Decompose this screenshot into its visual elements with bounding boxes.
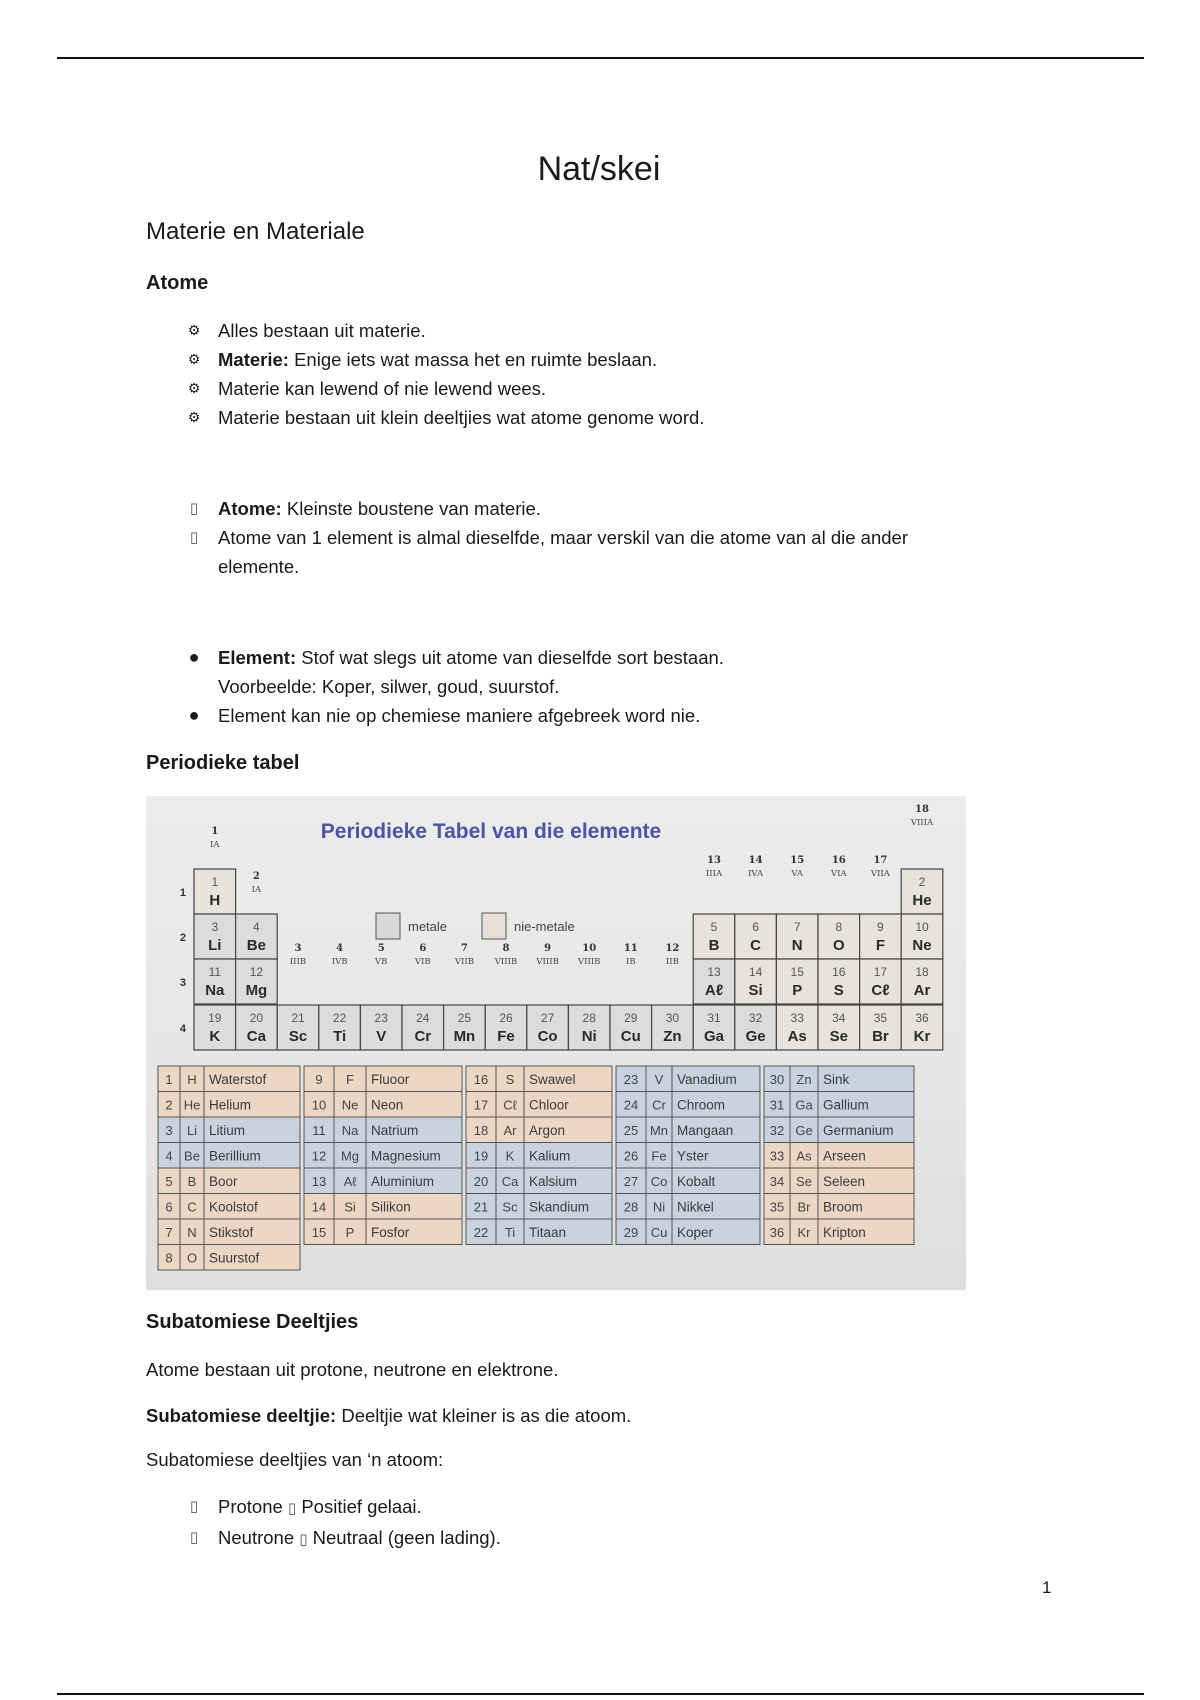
atomic-number: 3: [211, 920, 219, 934]
name-row-name: Koper: [677, 1225, 714, 1240]
atomic-number: 36: [915, 1011, 929, 1025]
period-label: 2: [179, 932, 186, 944]
name-row-symbol: N: [187, 1225, 197, 1240]
atomic-number: 16: [832, 965, 846, 979]
name-row-symbol: He: [183, 1097, 201, 1113]
list-item: ⚙ Materie: Enige iets wat massa het en ruimte beslaan.: [146, 345, 1046, 374]
name-row-name: Silikon: [371, 1199, 411, 1215]
periodic-table-figure: [146, 796, 966, 1290]
name-row-number: 15: [311, 1225, 327, 1240]
name-row-symbol: Mn: [649, 1123, 669, 1138]
name-row-name: Fosfor: [371, 1225, 410, 1240]
periodic-table-photo: [146, 796, 966, 1290]
group-number: 1: [211, 826, 219, 837]
name-row-name: Kripton: [823, 1225, 866, 1240]
group-roman: IA: [210, 840, 220, 850]
gear-bullet-icon: ⚙: [187, 409, 201, 425]
element-symbol: Cℓ: [871, 982, 890, 999]
name-row-name: Neon: [371, 1097, 404, 1113]
group-number: 6: [419, 943, 427, 954]
element-symbol: Kr: [913, 1028, 931, 1045]
element-symbol: Cr: [414, 1028, 432, 1045]
name-row-name: Helium: [209, 1097, 252, 1113]
subatomic-list: [146, 1492, 1046, 1554]
name-row-number: 2: [165, 1097, 173, 1113]
element-symbol: Ga: [703, 1028, 725, 1045]
atomic-number: 13: [707, 965, 721, 979]
name-row-number: 7: [165, 1225, 173, 1240]
group-number: 17: [873, 855, 888, 866]
atomic-number: 33: [790, 1011, 804, 1025]
name-row-symbol: K: [505, 1148, 515, 1164]
name-row-number: 19: [473, 1148, 489, 1164]
group-roman: VIIIA: [910, 818, 934, 828]
bottom-rule: [57, 1693, 1144, 1695]
element-symbol: Sc: [288, 1028, 308, 1045]
name-row-number: 31: [769, 1097, 785, 1113]
group-roman: VIIB: [454, 957, 474, 967]
element-symbol: Li: [208, 937, 222, 954]
atomic-number: 6: [752, 920, 759, 934]
name-row-name: Seleen: [823, 1174, 866, 1189]
arrow-glyph-icon: ▯: [299, 1531, 308, 1548]
group-number: 13: [707, 855, 721, 866]
element-symbol: B: [708, 937, 720, 954]
atomic-number: 26: [499, 1011, 513, 1025]
gear-bullet-icon: ⚙: [187, 380, 201, 396]
name-row-number: 5: [165, 1174, 173, 1189]
missing-glyph-bullet-icon: ▯: [189, 529, 199, 546]
name-row-symbol: Se: [796, 1174, 812, 1189]
group-roman: IVB: [331, 957, 348, 967]
name-row-symbol: Kr: [797, 1225, 811, 1240]
name-row-symbol: Co: [650, 1174, 668, 1189]
atomic-number: 7: [793, 920, 801, 934]
atomic-number: 10: [915, 920, 929, 934]
name-row-name: Argon: [529, 1123, 566, 1138]
group-number: 3: [294, 943, 302, 954]
element-symbol: Se: [829, 1028, 848, 1045]
element-symbol: Si: [748, 982, 763, 999]
element-symbol: V: [376, 1028, 387, 1045]
periodic-table-title: Periodieke Tabel van die elemente: [320, 820, 662, 843]
name-row-name: Fluoor: [371, 1072, 410, 1087]
group-number: 11: [623, 943, 638, 954]
legend-metals-swatch: [376, 913, 400, 939]
element-symbol: Fe: [497, 1028, 515, 1045]
name-row-name: Suurstof: [209, 1250, 260, 1266]
element-symbol: Mn: [453, 1028, 476, 1045]
name-row-name: Kobalt: [677, 1174, 716, 1189]
paragraph: Subatomiese deeltjies van ‘n atoom:: [146, 1449, 444, 1470]
atomic-number: 18: [915, 965, 929, 979]
name-row-name: Germanium: [823, 1123, 894, 1138]
element-symbol: Zn: [663, 1028, 682, 1045]
name-row-name: Titaan: [529, 1225, 567, 1240]
name-row-number: 18: [473, 1123, 489, 1138]
name-row-symbol: As: [796, 1148, 812, 1164]
group-roman: VIIIB: [536, 957, 559, 967]
atomic-number: 11: [208, 965, 222, 979]
name-row-symbol: Br: [797, 1199, 811, 1215]
page-number: 1: [1042, 1578, 1052, 1597]
element-symbol: F: [875, 937, 885, 954]
atomic-number: 30: [665, 1011, 680, 1025]
gear-bullet-icon: ⚙: [187, 351, 201, 367]
atomic-number: 21: [291, 1011, 305, 1025]
name-row-name: Stikstof: [209, 1225, 254, 1240]
group-number: 4: [336, 943, 344, 954]
element-symbol: S: [833, 982, 844, 999]
name-row-symbol: Li: [186, 1123, 198, 1138]
atomic-number: 28: [582, 1011, 596, 1025]
group-roman: IIIB: [289, 957, 307, 967]
atomic-number: 9: [877, 920, 884, 934]
top-rule: [57, 57, 1144, 59]
group-roman: IIB: [665, 957, 679, 967]
paragraph-definition: Subatomiese deeltjie: Deeltjie wat kleiner is as die atoom.: [146, 1405, 632, 1426]
name-row-number: 36: [769, 1225, 785, 1240]
name-row-number: 6: [165, 1199, 173, 1215]
atomic-number: 2: [918, 875, 926, 889]
atomic-number: 5: [710, 920, 718, 934]
element-symbol: Be: [246, 937, 266, 954]
missing-glyph-bullet-icon: ▯: [189, 1498, 199, 1515]
name-row-number: 11: [312, 1123, 326, 1138]
atomic-number: 15: [790, 965, 804, 979]
list-item-continuation: Voorbeelde: Koper, silwer, goud, suurstof.: [218, 676, 560, 697]
group-number: 18: [915, 804, 929, 815]
group-number: 7: [460, 943, 468, 954]
group-number: 10: [582, 943, 597, 954]
arrow-glyph-icon: ▯: [287, 1500, 297, 1517]
name-row-symbol: S: [505, 1072, 515, 1087]
element-symbol: K: [209, 1028, 221, 1045]
missing-glyph-bullet-icon: ▯: [189, 500, 199, 517]
legend-nonmetals-swatch: [482, 913, 506, 939]
name-row-number: 9: [315, 1072, 323, 1087]
list-item: ● Element kan nie op chemiese maniere afgebreek word nie.: [146, 701, 1046, 730]
name-row-symbol: B: [187, 1174, 197, 1189]
atomic-number: 31: [707, 1011, 721, 1025]
name-row-symbol: Ge: [795, 1123, 813, 1138]
element-symbol: Mg: [245, 982, 268, 999]
list-item: ⚙ Materie bestaan uit klein deeltjies wat atome genome word.: [146, 403, 1046, 432]
name-row-symbol: Ar: [503, 1123, 517, 1138]
atomic-number: 20: [249, 1011, 264, 1025]
atome-list-2: [146, 494, 1046, 581]
name-row-number: 20: [473, 1174, 489, 1189]
name-row-number: 12: [311, 1148, 327, 1164]
group-number: 8: [502, 943, 510, 954]
group-roman: VIIA: [870, 869, 890, 879]
gear-bullet-icon: ⚙: [187, 322, 201, 338]
group-roman: VIB: [414, 957, 431, 967]
name-row-name: Chloor: [529, 1097, 569, 1113]
name-row-symbol: Na: [341, 1123, 359, 1138]
group-number: 12: [665, 943, 680, 954]
name-row-number: 14: [311, 1199, 327, 1215]
name-row-number: 4: [165, 1148, 173, 1164]
name-row-name: Vanadium: [677, 1072, 737, 1087]
group-number: 16: [831, 855, 846, 866]
name-row-number: 3: [165, 1123, 173, 1138]
dot-bullet-icon: ●: [188, 705, 200, 725]
group-roman: IA: [251, 885, 262, 895]
element-symbol: Ge: [745, 1028, 766, 1045]
name-row-number: 21: [473, 1199, 489, 1215]
name-row-symbol: Zn: [796, 1072, 812, 1087]
group-roman: VIA: [830, 869, 847, 879]
name-row-symbol: Cu: [650, 1225, 668, 1240]
name-row-name: Kalium: [529, 1148, 571, 1164]
name-row-number: 28: [623, 1199, 639, 1215]
name-row-symbol: F: [346, 1072, 354, 1087]
name-row-name: Chroom: [677, 1097, 726, 1113]
name-row-symbol: Mg: [340, 1148, 360, 1164]
element-symbol: Aℓ: [704, 982, 724, 999]
name-row-number: 13: [311, 1174, 327, 1189]
list-item: ▯ Atome van 1 element is almal dieselfde, maar verskil van die atome van al die ander: [146, 523, 1046, 552]
group-number: 2: [252, 871, 260, 882]
group-number: 14: [748, 855, 763, 866]
page-title: Nat/skei: [537, 150, 661, 188]
name-row-symbol: Cr: [652, 1097, 666, 1113]
name-row-symbol: Aℓ: [343, 1174, 357, 1189]
atomic-number: 19: [208, 1011, 222, 1025]
name-row-symbol: Ne: [341, 1097, 359, 1113]
name-row-symbol: C: [187, 1199, 197, 1215]
name-row-name: Swawel: [529, 1072, 576, 1087]
name-row-number: 26: [623, 1148, 639, 1164]
period-label: 1: [179, 887, 186, 899]
group-number: 15: [790, 855, 805, 866]
name-row-symbol: Fe: [651, 1148, 667, 1164]
name-row-name: Yster: [677, 1148, 709, 1164]
element-symbol: N: [791, 937, 803, 954]
name-row-number: 1: [165, 1072, 173, 1087]
name-row-name: Mangaan: [677, 1123, 734, 1138]
paragraph: Atome bestaan uit protone, neutrone en elektrone.: [146, 1359, 559, 1380]
group-roman: IIIA: [705, 869, 723, 879]
atome-list-1: [146, 316, 1046, 432]
heading-periodieke-tabel: Periodieke tabel: [146, 752, 300, 774]
group-roman: IVA: [748, 869, 764, 879]
element-symbol: Br: [872, 1028, 889, 1045]
section-subtitle: Materie en Materiale: [146, 218, 365, 245]
name-row-name: Skandium: [529, 1199, 590, 1215]
group-roman: IB: [625, 957, 636, 967]
name-row-symbol: Ga: [795, 1097, 813, 1113]
element-symbol: As: [787, 1028, 807, 1045]
name-row-number: 27: [623, 1174, 639, 1189]
name-row-number: 29: [623, 1225, 639, 1240]
name-row-name: Kalsium: [529, 1174, 578, 1189]
period-label: 3: [179, 977, 186, 989]
name-row-number: 17: [473, 1097, 489, 1113]
element-symbol: Ca: [246, 1028, 266, 1045]
name-row-symbol: Ni: [652, 1199, 666, 1215]
name-row-name: Gallium: [823, 1097, 869, 1113]
atomic-number: 8: [835, 920, 843, 934]
name-row-number: 22: [473, 1225, 489, 1240]
name-row-number: 35: [769, 1199, 785, 1215]
group-roman: VB: [375, 957, 388, 967]
group-roman: VA: [791, 869, 804, 879]
atomic-number: 29: [624, 1011, 638, 1025]
name-row-symbol: Ti: [504, 1225, 516, 1240]
element-symbol: Co: [537, 1028, 558, 1045]
name-row-symbol: H: [187, 1072, 197, 1087]
element-symbol: He: [912, 892, 932, 909]
name-row-number: 30: [769, 1072, 785, 1087]
list-item: ⚙ Materie kan lewend of nie lewend wees.: [146, 374, 1046, 403]
name-row-name: Nikkel: [677, 1199, 714, 1215]
list-item: ▯ Neutrone ▯ Neutraal (geen lading).: [146, 1523, 1046, 1554]
list-item: ▯ Atome: Kleinste boustene van materie.: [146, 494, 1046, 523]
name-row-symbol: Si: [344, 1199, 356, 1215]
name-row-name: Broom: [823, 1199, 863, 1215]
element-symbol: Ne: [912, 937, 932, 954]
group-roman: VIIIB: [577, 957, 601, 967]
element-symbol: H: [209, 892, 221, 909]
list-item: ▯ Protone ▯ Positief gelaai.: [146, 1492, 1046, 1523]
name-row-name: Waterstof: [209, 1072, 267, 1087]
atomic-number: 32: [748, 1011, 763, 1025]
name-row-number: 16: [473, 1072, 489, 1087]
element-symbol: Cu: [620, 1028, 641, 1045]
name-row-name: Natrium: [371, 1123, 419, 1138]
name-row-name: Sink: [823, 1072, 850, 1087]
name-row-symbol: V: [654, 1072, 664, 1087]
atomic-number: 35: [873, 1011, 888, 1025]
legend-metals-label: metale: [408, 919, 448, 934]
atomic-number: 27: [540, 1011, 555, 1025]
atomic-number: 25: [457, 1011, 472, 1025]
list-item-continuation: elemente.: [218, 556, 300, 577]
group-number: 9: [544, 943, 552, 954]
name-row-number: 10: [311, 1097, 327, 1113]
name-row-name: Koolstof: [209, 1199, 258, 1215]
name-row-name: Boor: [209, 1174, 238, 1189]
missing-glyph-bullet-icon: ▯: [189, 1529, 199, 1546]
element-symbol: O: [832, 937, 845, 954]
list-item: ⚙ Alles bestaan uit materie.: [146, 316, 1046, 345]
atomic-number: 24: [416, 1011, 430, 1025]
atomic-number: 4: [253, 920, 260, 934]
atomic-number: 17: [873, 965, 888, 979]
atomic-number: 1: [211, 875, 219, 889]
period-label: 4: [179, 1023, 186, 1035]
group-number: 5: [377, 943, 385, 954]
name-row-number: 33: [769, 1148, 785, 1164]
list-item: ● Element: Stof wat slegs uit atome van dieselfde sort bestaan.: [146, 643, 1046, 672]
name-row-number: 8: [165, 1250, 173, 1266]
name-row-symbol: O: [186, 1250, 198, 1266]
element-symbol: C: [750, 937, 762, 954]
name-row-symbol: Sc: [502, 1199, 518, 1215]
group-roman: VIIIB: [494, 957, 518, 967]
name-row-number: 34: [769, 1174, 785, 1189]
atomic-number: 12: [249, 965, 264, 979]
atomic-number: 34: [832, 1011, 846, 1025]
name-row-name: Berillium: [209, 1148, 261, 1164]
name-row-number: 24: [623, 1097, 639, 1113]
name-row-number: 23: [623, 1072, 639, 1087]
element-symbol: Ni: [581, 1028, 597, 1045]
heading-atome: Atome: [146, 272, 209, 294]
atomic-number: 14: [748, 965, 763, 979]
atomic-number: 22: [332, 1011, 347, 1025]
element-name-list: [158, 1066, 914, 1270]
name-row-name: Aluminium: [371, 1174, 435, 1189]
name-row-number: 32: [769, 1123, 785, 1138]
name-row-name: Magnesium: [371, 1148, 441, 1164]
element-symbol: P: [792, 982, 803, 999]
name-row-number: 25: [623, 1123, 639, 1138]
name-row-name: Arseen: [823, 1148, 866, 1164]
element-symbol: Na: [205, 982, 225, 999]
legend-nonmetals-label: nie-metale: [514, 919, 575, 934]
name-row-symbol: Ca: [501, 1174, 519, 1189]
name-row-symbol: Be: [184, 1148, 200, 1164]
element-symbol: Ti: [333, 1028, 347, 1045]
atomic-number: 23: [374, 1011, 388, 1025]
dot-bullet-icon: ●: [188, 647, 200, 667]
name-row-name: Litium: [209, 1123, 246, 1138]
name-row-symbol: Cℓ: [503, 1097, 517, 1113]
atome-list-3: [146, 643, 1046, 730]
name-row-symbol: P: [345, 1225, 355, 1240]
element-symbol: Ar: [913, 982, 931, 999]
heading-subatomiese: Subatomiese Deeltjies: [146, 1311, 359, 1333]
